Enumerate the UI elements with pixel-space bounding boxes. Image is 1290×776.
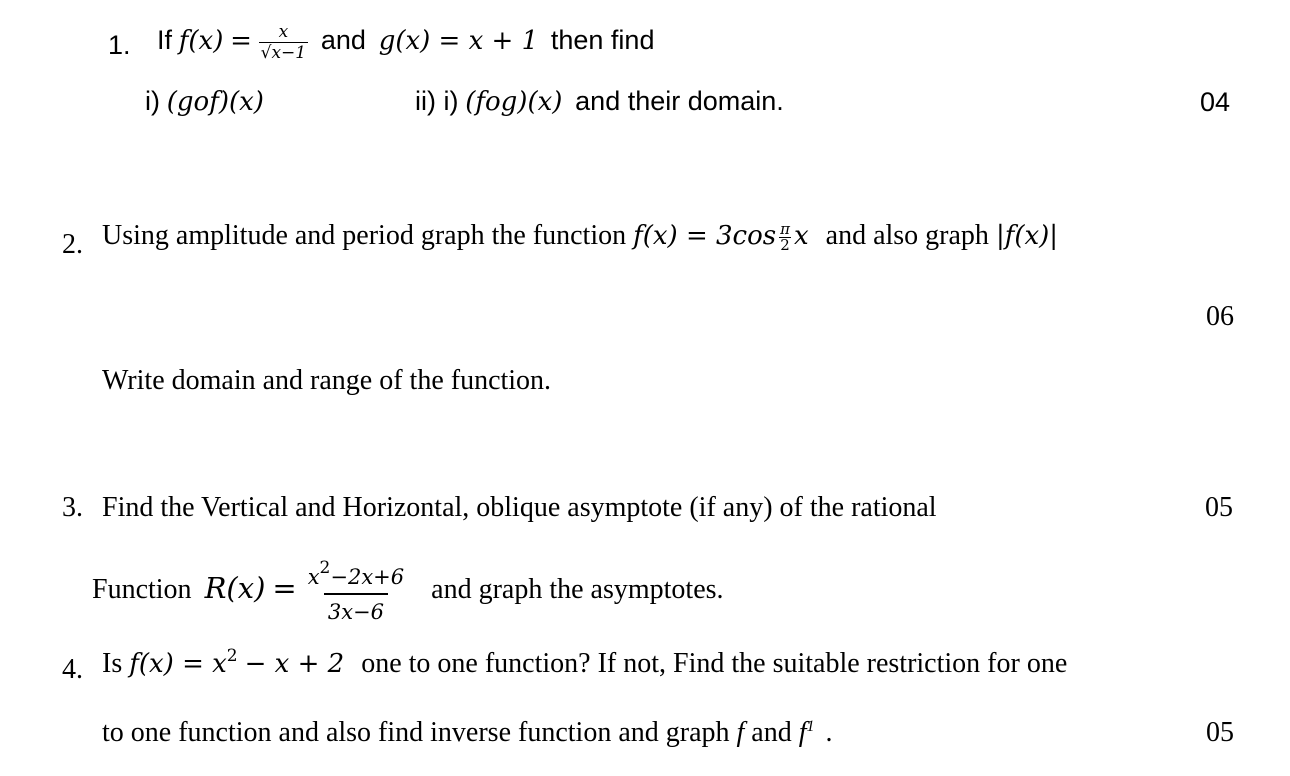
question-2-line-2: Write domain and range of the function. (102, 365, 552, 396)
q3-num-rest: −2x+6 (330, 565, 405, 589)
question-3-line-1: Find the Vertical and Horizontal, oblique asymptote (if any) of the rational (102, 492, 937, 523)
q2-abs-expression: |f(x)| (995, 221, 1059, 251)
q3-fraction (304, 560, 408, 623)
q1-and-word: and (320, 25, 366, 56)
q1-if-word: If (157, 25, 173, 56)
q3-tail: and graph the asymptotes. (431, 573, 724, 605)
question-1-part-ii (415, 88, 784, 115)
question-4-line-1 (102, 648, 1067, 678)
q4-f-first: f (736, 717, 745, 748)
question-4-number: 4. (62, 654, 83, 685)
q1-part-i-label: i) (145, 86, 160, 116)
q3-fraction-denominator: 3x−6 (324, 593, 388, 623)
q1-part-i-expression: (gof)(x) (166, 87, 264, 117)
q2-two: 2 (780, 236, 790, 255)
question-3-marks: 05 (1205, 492, 1233, 523)
q2-f-expression: f(x) = 3cos (633, 221, 777, 251)
question-1-number: 1. (108, 30, 131, 60)
q3-fraction-numerator (304, 560, 408, 593)
q2-text-b: and also graph (825, 220, 989, 251)
q1-f-lhs: f(x) (178, 26, 224, 57)
question-2-line-1 (102, 222, 1058, 253)
q2-pi-over-two (779, 222, 791, 253)
q1-then-find: then find (550, 25, 655, 56)
q4-f-second: f (798, 717, 807, 748)
q4-text-a: one to one function? If not, Find the suitable restriction for one (361, 648, 1068, 679)
q1-fraction-numerator: x (278, 22, 289, 42)
q4-f-second-exponent: 1 (806, 718, 815, 735)
q1-equals: = (230, 26, 252, 57)
q1-part-ii-expression: (fog)(x) (465, 87, 563, 117)
q2-x: x (793, 221, 809, 251)
q1-fraction (259, 24, 308, 62)
q3-num-base: x (307, 565, 320, 589)
question-2-marks: 06 (1206, 301, 1234, 332)
q3-equals: = (272, 570, 297, 605)
q3-r-lhs: R(x) (204, 570, 266, 605)
question-1-line-2 (145, 88, 264, 115)
question-1-line-1 (157, 24, 654, 62)
question-4-line-2 (102, 719, 833, 747)
q3-num-exponent: 2 (319, 558, 331, 578)
question-3-line-2 (92, 560, 724, 623)
q4-and-word: and (751, 717, 792, 748)
q3-function-word: Function (92, 573, 192, 605)
q4-f-lhs: f(x) = x (129, 649, 227, 679)
q1-part-ii-tail: and their domain. (575, 86, 784, 116)
question-1-marks: 04 (1200, 87, 1231, 117)
q1-fraction-denominator: √x−1 (260, 43, 307, 63)
q1-part-ii-label: ii) i) (415, 86, 459, 116)
question-4-marks: 05 (1206, 717, 1234, 748)
question-2-number: 2. (62, 229, 83, 260)
q2-text-a: Using amplitude and period graph the function (102, 220, 627, 251)
q4-line2-text: to one function and also find inverse function and graph (102, 717, 730, 748)
q4-period: . (825, 717, 833, 748)
q4-exponent: 2 (226, 646, 238, 666)
q4-is-word: Is (102, 648, 123, 679)
q2-pi: π (780, 220, 790, 239)
q1-g-expression: g(x) = x + 1 (378, 26, 539, 57)
q4-f-rest: − x + 2 (244, 649, 345, 679)
question-3-number: 3. (62, 492, 83, 523)
